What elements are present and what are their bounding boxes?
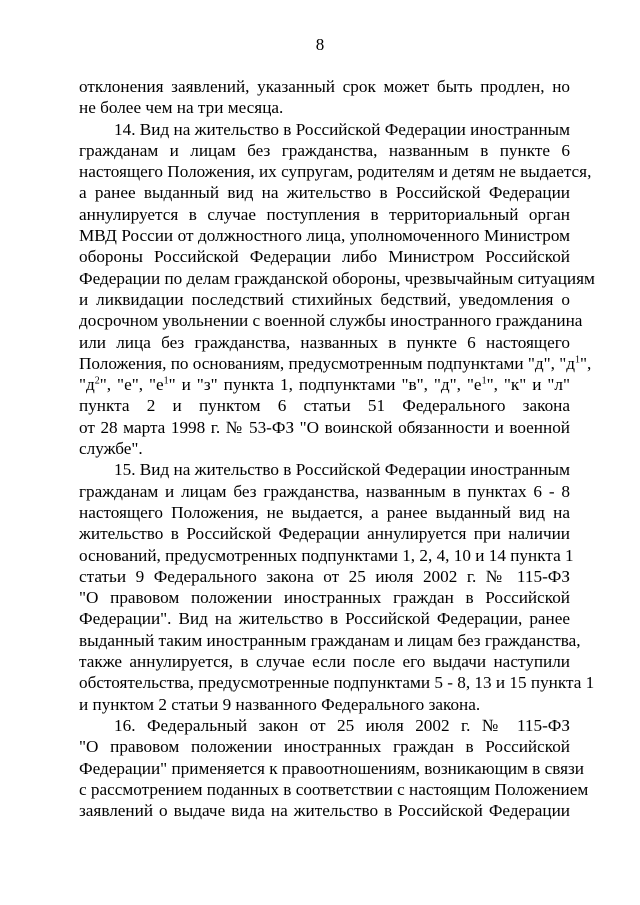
text-line: Федерации по делам гражданской обороны, чрезвычайным ситуациям [79, 268, 595, 288]
text-line: и ликвидации последствий стихийных бедствий, уведомления о [79, 289, 570, 309]
text-line: выданный таким иностранным гражданам и лицам без гражданства, [79, 630, 581, 650]
paragraph-p-continuation [79, 76, 570, 119]
text-line: МВД России от должностного лица, уполномоченного Министром [79, 226, 570, 246]
text-line: "О правовом положении иностранных граждан в Российской [79, 737, 570, 757]
paragraph-p15 [79, 459, 595, 715]
text-line: досрочном увольнении с военной службы иностранного гражданина [79, 311, 583, 331]
text-line: настоящего Положения, их супругам, родителям и детям не выдается, [79, 162, 592, 182]
text-line: обороны Российской Федерации либо Министром Российской [79, 247, 570, 267]
text-line: пункта 2 и пунктом 6 статьи 51 Федерального закона [79, 396, 570, 416]
text-line: или лица без гражданства, названных в пункте 6 настоящего [79, 332, 570, 352]
text-line: также аннулируется, в случае если после его выдачи наступили [79, 652, 570, 672]
document-body [79, 76, 595, 821]
text-line: жительство в Российской Федерации аннулируется при наличии [79, 524, 570, 544]
text-line: оснований, предусмотренных подпунктами 1, 2, 4, 10 и 14 пункта 1 [79, 545, 574, 565]
text-line: аннулируется в случае поступления в территориальный орган [79, 204, 570, 224]
text-line: 14. Вид на жительство в Российской Федерации иностранным [114, 119, 570, 139]
text-line: заявлений о выдаче вида на жительство в Российской Федерации [79, 801, 570, 821]
page-number: 8 [315, 35, 325, 54]
text-line: Федерации". Вид на жительство в Российской Федерации, ранее [79, 609, 570, 629]
text-line: 15. Вид на жительство в Российской Федерации иностранным [114, 460, 570, 480]
text-line: отклонения заявлений, указанный срок может быть продлен, но [79, 77, 570, 96]
text-line: Положения, по основаниям, предусмотренным подпунктами "д", "$д^1$", [79, 353, 592, 373]
text-line: статьи 9 Федерального закона от 25 июля 2002 г. № 115-ФЗ [79, 566, 570, 586]
text-line: гражданам и лицам без гражданства, названным в пункте 6 [79, 140, 570, 160]
text-line: Федерации" применяется к правоотношениям, возникающим в связи [79, 758, 584, 778]
text-line: службе". [79, 439, 143, 459]
text-line: "$д^2$", "е", "$е^1$" и "з" пункта 1, подпунктами "в", "д", "$е^1$", "к" и "л" [79, 375, 570, 395]
text-line: а ранее выданный вид на жительство в Российской Федерации [79, 183, 570, 203]
text-line: "О правовом положении иностранных граждан в Российской [79, 588, 570, 608]
text-line: не более чем на три месяца. [79, 98, 284, 118]
paragraph-p16 [79, 715, 589, 821]
text-line: и пунктом 2 статьи 9 названного Федерального закона. [79, 694, 481, 714]
text-line: с рассмотрением поданных в соответствии с настоящим Положением [79, 779, 589, 799]
text-line: настоящего Положения, не выдается, а ранее выданный вид на [79, 502, 570, 522]
paragraph-p14 [79, 119, 595, 460]
text-line: обстоятельства, предусмотренные подпунктами 5 - 8, 13 и 15 пункта 1 [79, 673, 595, 693]
text-line: от 28 марта 1998 г. № 53-ФЗ "О воинской обязанности и военной [79, 417, 570, 437]
text-line: 16. Федеральный закон от 25 июля 2002 г. № 115-ФЗ [114, 715, 570, 735]
text-line: гражданам и лицам без гражданства, названным в пунктах 6 - 8 [79, 481, 570, 501]
